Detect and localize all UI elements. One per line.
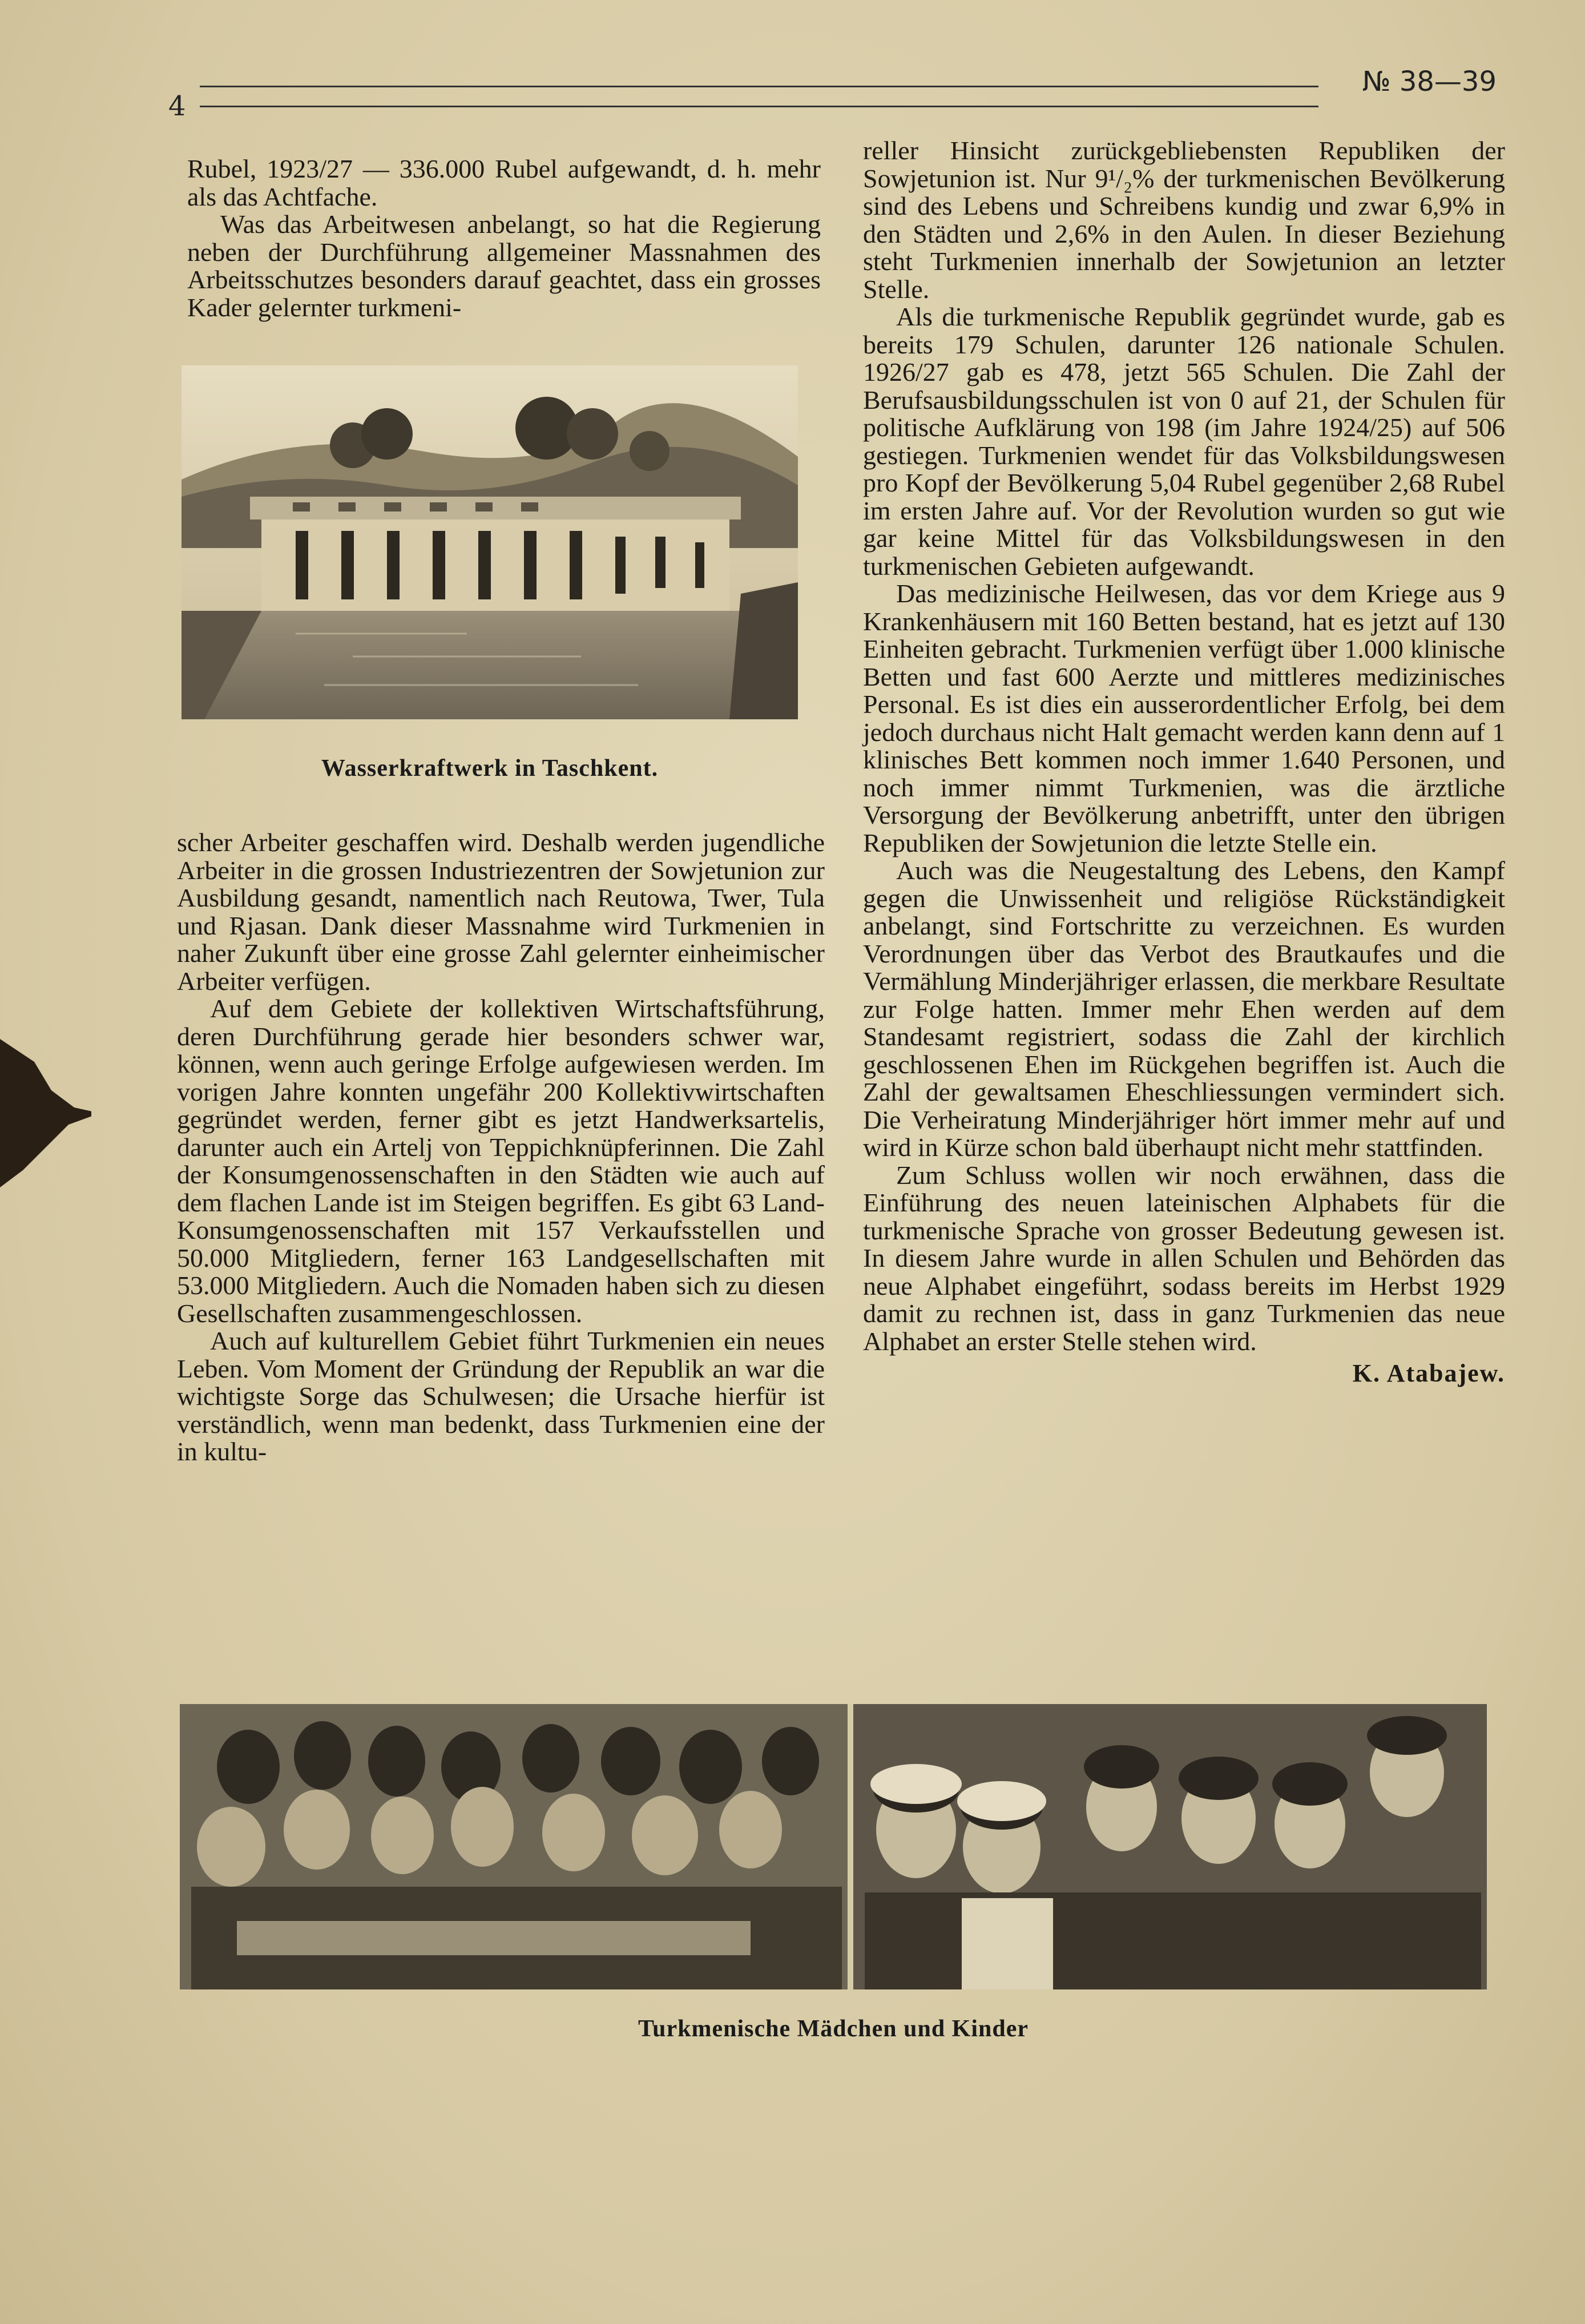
paragraph: Als die turkmenische Republik gegründet wurde, gab es bereits 179 Schulen, darunter 126 nationale Schulen. 1926/27 gab es 478, jetzt 565 Schulen. Die Zahl der Berufsausbildungsschulen ist von 0 auf 21, der Schulen für politische Aufklärung von 198 (im Jahre 1924/25) auf 506 gestiegen. Turkmenien wendet für das Volksbildungswesen pro Kopf der Bevölkerung 5,04 Rubel gegenüber 2,68 Rubel im ersten Jahre auf. Vor der Revolution wurden so gut wie gar keine Mittel für das Volksbildungswesen in den turkmenischen Gebieten aufgewandt.	[863, 302, 1505, 581]
right-column	[863, 137, 1505, 1388]
left-column-top	[187, 155, 821, 321]
paragraph: Auch auf kulturellem Gebiet führt Turkmenien ein neues Leben. Vom Moment der Gründung der Republik an war die wichtigste Sorge das Schulwesen; die Ursache hierfür ist verständlich, wenn man bedenkt, dass Turkmenien eine der in kultu-	[177, 1326, 825, 1466]
photo-caption-hydroelectric: Wasserkraftwerk in Taschkent.	[321, 755, 659, 782]
torn-edge	[0, 1039, 91, 1187]
author-signature: K. Atabajew.	[1352, 1359, 1505, 1387]
paragraph: Das medizinische Heilwesen, das vor dem Kriege aus 9 Krankenhäusern mit 160 Betten bestand, hat es jetzt auf 130 Einheiten gebracht. Turkmenien verfügt über 1.000 klinische Betten und fast 600 Aerzte und mittleres medizinisches Personal. Es ist dies ein ausserordentlicher Erfolg, bei dem jedoch durchaus nicht Halt gemacht werden kann denn auf 1 klinisches Bett kommen noch immer 1.640 Personen, und noch immer nimmt Turkmenien, was die ärztliche Versorgung der Bevölkerung anbetrifft, unter den übrigen Republiken der Sowjetunion die letzte Stelle ein.	[863, 579, 1505, 857]
paragraph: reller Hinsicht zurückgebliebensten Republiken der Sowjetunion ist. Nur 9¹/₂% der turkmenischen Bevölkerung sind des Lebens und Schreibens kundig und zwar 6,9% in den Städten und 2,6% in den Aulen. In dieser Beziehung steht Turkmenien innerhalb der Sowjetunion an letzter Stelle.	[863, 136, 1505, 304]
paragraph: Auf dem Gebiete der kollektiven Wirtschaftsführung, deren Durchführung gerade hier besonders schwer war, können, wenn auch geringe Erfolge aufgewiesen werden. Im vorigen Jahre konnten ungefähr 200 Kollektivwirtschaften gegründet werden, ferner gibt es jetzt Handwerksartelis, darunter auch ein Artelj von Teppichknüpferinnen. Die Zahl der Konsumgenossenschaften in den Städten wie auch auf dem flachen Lande ist im Steigen begriffen. Es gibt 63 Land-Konsumgenossenschaften mit 157 Verkaufsstellen und 50.000 Mitgliedern, ferner 163 Landgesellschaften mit 53.000 Mitgliedern. Auch die Nomaden haben sich zu diesen Gesellschaften zusammengeschlossen.	[177, 994, 825, 1328]
photo-caption-children: Turkmenische Mädchen und Kinder	[638, 2016, 1029, 2042]
page-number: 4	[168, 90, 186, 122]
header-rule-bottom	[200, 106, 1318, 107]
turkmen-children-photo	[180, 1704, 1487, 1989]
paragraph: Rubel, 1923/27 — 336.000 Rubel aufgewandt, d. h. mehr als das Achtfache.	[187, 154, 821, 211]
hydroelectric-plant-photo	[182, 365, 798, 719]
paragraph: Was das Arbeitwesen anbelangt, so hat die Regierung neben der Durchführung allgemeiner Massnahmen des Arbeitsschutzes besonders darauf geachtet, dass ein grosses Kader gelernter turkmeni-	[187, 210, 821, 322]
paragraph: Auch was die Neugestaltung des Lebens, den Kampf gegen die Unwissenheit und religiöse Rückständigkeit anbelangt, sind Fortschritte zu verzeichnen. Es wurden Verordnungen über das Verbot des Brautkaufes und die Vermählung Minderjähriger erlassen, die merkbare Resultate zur Folge hatten. Immer mehr Ehen werden auf dem Standesamt registriert, sodass die Zahl der kirchlich geschlossenen Ehen im Rückgehen begriffen ist. Auch die Zahl der gewaltsamen Eheschliessungen vermindert sich. Die Verheiratung Minderjähriger hört immer mehr auf und wird in Kürze schon bald überhaupt nicht mehr stattfinden.	[863, 856, 1505, 1162]
left-column-bottom	[177, 829, 825, 1466]
paragraph: scher Arbeiter geschaffen wird. Deshalb werden jugendliche Arbeiter in die grossen Industriezentren der Sowjetunion zur Ausbildung gesandt, namentlich nach Reutowa, Twer, Tula und Rjasan. Dank dieser Massnahme wird Turkmenien in naher Zukunft über eine grosse Zahl gelernter einheimischer Arbeiter verfügen.	[177, 828, 825, 996]
header-rule-top	[200, 86, 1318, 87]
paragraph: Zum Schluss wollen wir noch erwähnen, dass die Einführung des neuen lateinischen Alphabets für die turkmenische Sprache von grosser Bedeutung gewesen ist. In diesem Jahre wurde in allen Schulen und Behörden das neue Alphabet eingeführt, sodass bereits im Herbst 1929 damit zu rechnen ist, dass in ganz Turkmenien das neue Alphabet an erster Stelle stehen wird.	[863, 1160, 1505, 1356]
issue-number: № 38—39	[1362, 66, 1497, 98]
